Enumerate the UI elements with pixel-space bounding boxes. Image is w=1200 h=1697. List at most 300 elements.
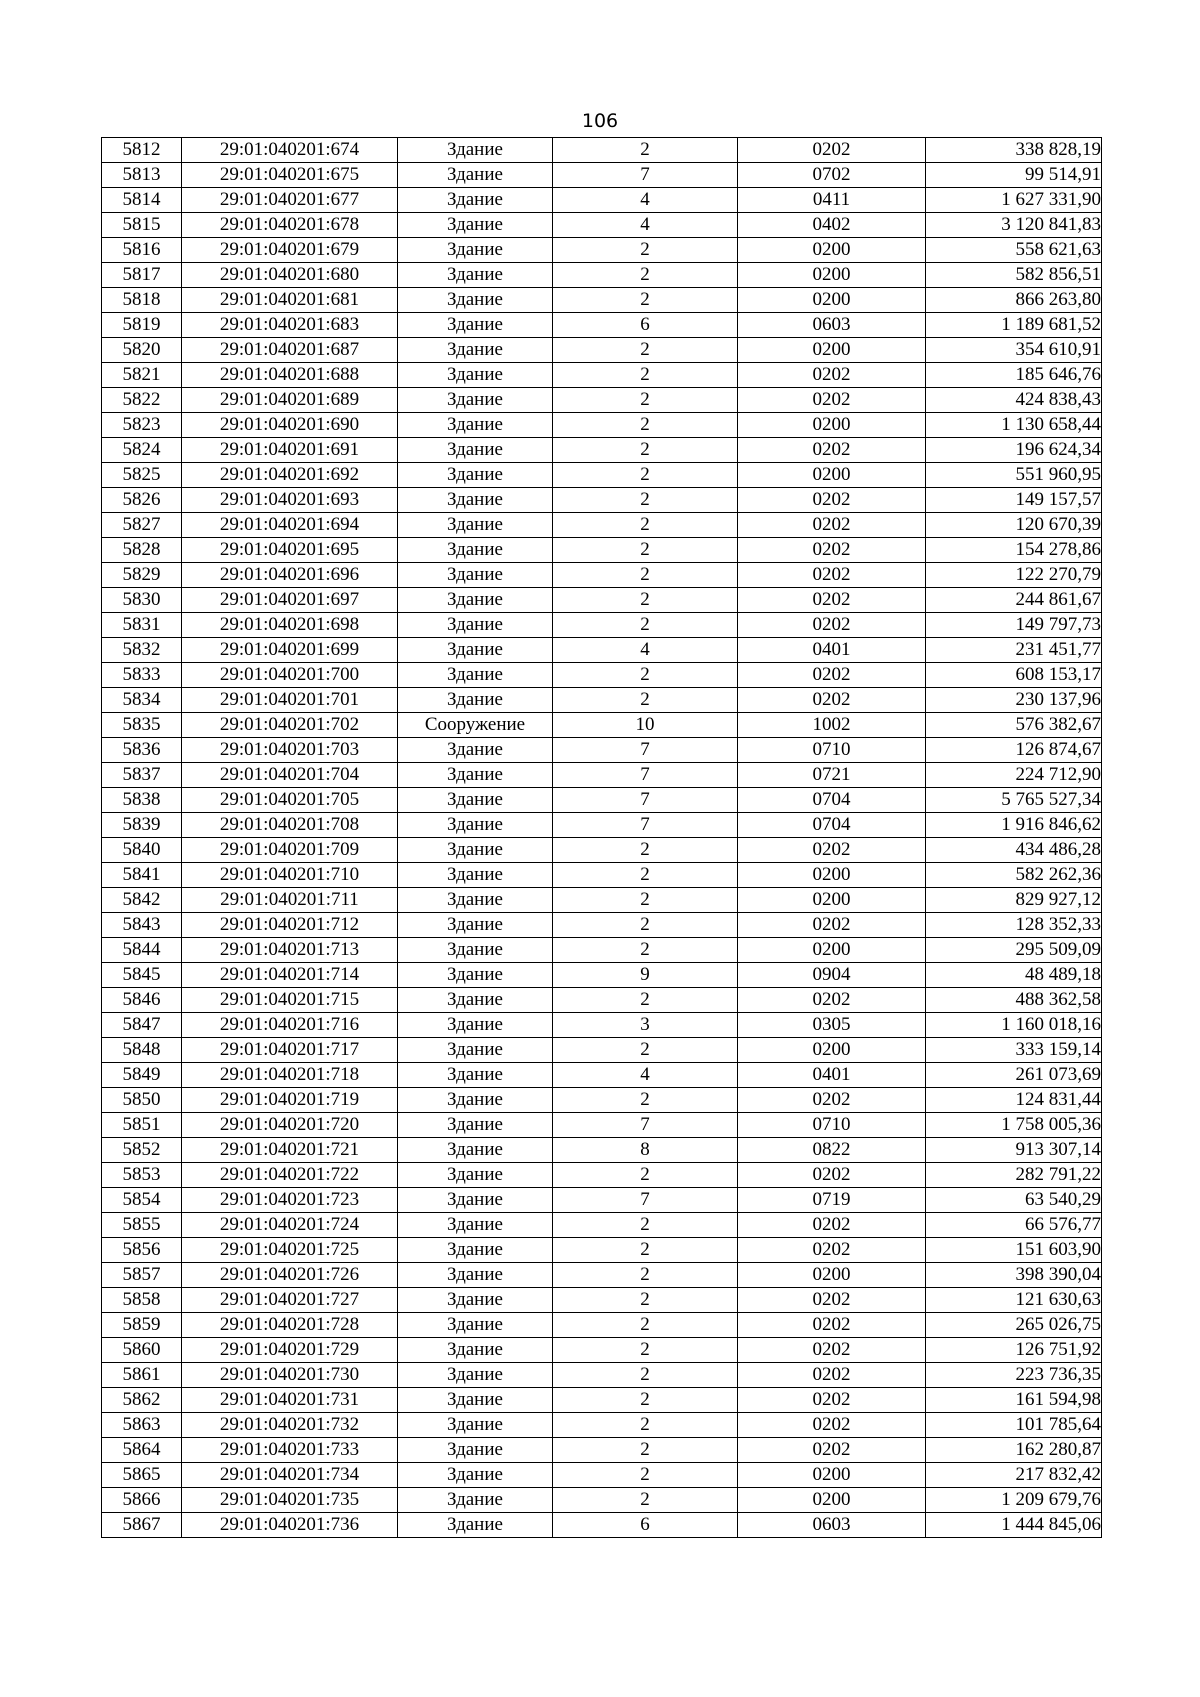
object-type-cell: Здание: [398, 1088, 553, 1113]
cadastral-value-cell: 582 262,36: [926, 863, 1102, 888]
table-row: [102, 1313, 1102, 1338]
group-cell: 2: [553, 363, 738, 388]
row-number-cell: 5860: [102, 1338, 182, 1363]
table-row: [102, 1438, 1102, 1463]
code-cell: 0200: [738, 888, 926, 913]
table-row: [102, 1213, 1102, 1238]
group-cell: 2: [553, 1438, 738, 1463]
cadastral-number-cell: 29:01:040201:704: [182, 763, 398, 788]
cadastral-value-cell: 154 278,86: [926, 538, 1102, 563]
cadastral-number-cell: 29:01:040201:712: [182, 913, 398, 938]
row-number-cell: 5846: [102, 988, 182, 1013]
cadastral-value-cell: 434 486,28: [926, 838, 1102, 863]
group-cell: 2: [553, 538, 738, 563]
cadastral-value-cell: 424 838,43: [926, 388, 1102, 413]
table-row: [102, 438, 1102, 463]
code-cell: 0202: [738, 138, 926, 163]
group-cell: 2: [553, 1238, 738, 1263]
table-row: [102, 1338, 1102, 1363]
row-number-cell: 5828: [102, 538, 182, 563]
table-row: [102, 988, 1102, 1013]
code-cell: 0904: [738, 963, 926, 988]
cadastral-value-cell: 1 627 331,90: [926, 188, 1102, 213]
table-row: [102, 1188, 1102, 1213]
row-number-cell: 5834: [102, 688, 182, 713]
object-type-cell: Здание: [398, 288, 553, 313]
cadastral-value-cell: 398 390,04: [926, 1263, 1102, 1288]
table-row: [102, 488, 1102, 513]
table-row: [102, 263, 1102, 288]
row-number-cell: 5858: [102, 1288, 182, 1313]
cadastral-number-cell: 29:01:040201:710: [182, 863, 398, 888]
group-cell: 2: [553, 1313, 738, 1338]
cadastral-value-cell: 230 137,96: [926, 688, 1102, 713]
table-row: [102, 1388, 1102, 1413]
row-number-cell: 5817: [102, 263, 182, 288]
table-row: [102, 1113, 1102, 1138]
code-cell: 0710: [738, 738, 926, 763]
object-type-cell: Здание: [398, 538, 553, 563]
table-row: [102, 1063, 1102, 1088]
row-number-cell: 5815: [102, 213, 182, 238]
row-number-cell: 5833: [102, 663, 182, 688]
object-type-cell: Здание: [398, 613, 553, 638]
code-cell: 0200: [738, 413, 926, 438]
cadastral-number-cell: 29:01:040201:693: [182, 488, 398, 513]
table-row: [102, 838, 1102, 863]
group-cell: 9: [553, 963, 738, 988]
code-cell: 0702: [738, 163, 926, 188]
cadastral-number-cell: 29:01:040201:713: [182, 938, 398, 963]
table-row: [102, 813, 1102, 838]
group-cell: 2: [553, 438, 738, 463]
code-cell: 0202: [738, 1163, 926, 1188]
group-cell: 2: [553, 1038, 738, 1063]
table-row: [102, 163, 1102, 188]
code-cell: 0603: [738, 313, 926, 338]
cadastral-value-cell: 488 362,58: [926, 988, 1102, 1013]
cadastral-number-cell: 29:01:040201:736: [182, 1513, 398, 1538]
table-row: [102, 238, 1102, 263]
table-row: [102, 1513, 1102, 1538]
row-number-cell: 5847: [102, 1013, 182, 1038]
cadastral-number-cell: 29:01:040201:698: [182, 613, 398, 638]
row-number-cell: 5852: [102, 1138, 182, 1163]
cadastral-number-cell: 29:01:040201:724: [182, 1213, 398, 1238]
table-row: [102, 788, 1102, 813]
cadastral-number-cell: 29:01:040201:688: [182, 363, 398, 388]
object-type-cell: Здание: [398, 1163, 553, 1188]
table-row: [102, 538, 1102, 563]
object-type-cell: Здание: [398, 513, 553, 538]
cadastral-value-cell: 261 073,69: [926, 1063, 1102, 1088]
table-row: [102, 913, 1102, 938]
cadastral-value-cell: 5 765 527,34: [926, 788, 1102, 813]
table-row: [102, 938, 1102, 963]
code-cell: 0200: [738, 1038, 926, 1063]
table-row: [102, 738, 1102, 763]
table-row: [102, 713, 1102, 738]
object-type-cell: Здание: [398, 313, 553, 338]
cadastral-number-cell: 29:01:040201:718: [182, 1063, 398, 1088]
code-cell: 0401: [738, 638, 926, 663]
group-cell: 2: [553, 1213, 738, 1238]
row-number-cell: 5842: [102, 888, 182, 913]
cadastral-number-cell: 29:01:040201:689: [182, 388, 398, 413]
table-row: [102, 1038, 1102, 1063]
table-row: [102, 663, 1102, 688]
row-number-cell: 5826: [102, 488, 182, 513]
row-number-cell: 5829: [102, 563, 182, 588]
table-row: [102, 288, 1102, 313]
object-type-cell: Здание: [398, 338, 553, 363]
group-cell: 2: [553, 1338, 738, 1363]
cadastral-value-cell: 295 509,09: [926, 938, 1102, 963]
row-number-cell: 5862: [102, 1388, 182, 1413]
row-number-cell: 5821: [102, 363, 182, 388]
table-row: [102, 138, 1102, 163]
object-type-cell: Здание: [398, 1388, 553, 1413]
group-cell: 2: [553, 838, 738, 863]
cadastral-value-cell: 121 630,63: [926, 1288, 1102, 1313]
group-cell: 2: [553, 138, 738, 163]
group-cell: 2: [553, 288, 738, 313]
object-type-cell: Здание: [398, 1138, 553, 1163]
cadastral-number-cell: 29:01:040201:679: [182, 238, 398, 263]
object-type-cell: Здание: [398, 1463, 553, 1488]
group-cell: 2: [553, 1488, 738, 1513]
row-number-cell: 5841: [102, 863, 182, 888]
object-type-cell: Здание: [398, 1488, 553, 1513]
cadastral-value-cell: 224 712,90: [926, 763, 1102, 788]
cadastral-number-cell: 29:01:040201:708: [182, 813, 398, 838]
table-row: [102, 613, 1102, 638]
cadastral-value-cell: 161 594,98: [926, 1388, 1102, 1413]
group-cell: 2: [553, 1163, 738, 1188]
row-number-cell: 5813: [102, 163, 182, 188]
group-cell: 2: [553, 1263, 738, 1288]
table-row: [102, 1363, 1102, 1388]
row-number-cell: 5824: [102, 438, 182, 463]
cadastral-value-cell: 1 130 658,44: [926, 413, 1102, 438]
group-cell: 2: [553, 1288, 738, 1313]
cadastral-number-cell: 29:01:040201:677: [182, 188, 398, 213]
row-number-cell: 5831: [102, 613, 182, 638]
code-cell: 0202: [738, 1313, 926, 1338]
group-cell: 2: [553, 488, 738, 513]
cadastral-value-cell: 558 621,63: [926, 238, 1102, 263]
cadastral-number-cell: 29:01:040201:709: [182, 838, 398, 863]
cadastral-value-cell: 126 751,92: [926, 1338, 1102, 1363]
cadastral-value-cell: 66 576,77: [926, 1213, 1102, 1238]
cadastral-value-cell: 1 758 005,36: [926, 1113, 1102, 1138]
cadastral-value-cell: 185 646,76: [926, 363, 1102, 388]
row-number-cell: 5844: [102, 938, 182, 963]
cadastral-number-cell: 29:01:040201:696: [182, 563, 398, 588]
cadastral-value-cell: 244 861,67: [926, 588, 1102, 613]
code-cell: 0411: [738, 188, 926, 213]
code-cell: 0401: [738, 1063, 926, 1088]
row-number-cell: 5827: [102, 513, 182, 538]
group-cell: 2: [553, 938, 738, 963]
row-number-cell: 5845: [102, 963, 182, 988]
row-number-cell: 5853: [102, 1163, 182, 1188]
group-cell: 4: [553, 638, 738, 663]
cadastral-number-cell: 29:01:040201:697: [182, 588, 398, 613]
object-type-cell: Здание: [398, 1363, 553, 1388]
cadastral-number-cell: 29:01:040201:722: [182, 1163, 398, 1188]
cadastral-number-cell: 29:01:040201:720: [182, 1113, 398, 1138]
code-cell: 0202: [738, 663, 926, 688]
cadastral-value-cell: 101 785,64: [926, 1413, 1102, 1438]
object-type-cell: Здание: [398, 388, 553, 413]
cadastral-value-cell: 223 736,35: [926, 1363, 1102, 1388]
group-cell: 2: [553, 888, 738, 913]
object-type-cell: Здание: [398, 663, 553, 688]
table-row: [102, 1463, 1102, 1488]
cadastral-number-cell: 29:01:040201:678: [182, 213, 398, 238]
cadastral-value-cell: 149 157,57: [926, 488, 1102, 513]
group-cell: 2: [553, 388, 738, 413]
table-row: [102, 1263, 1102, 1288]
cadastral-value-cell: 63 540,29: [926, 1188, 1102, 1213]
cadastral-number-cell: 29:01:040201:692: [182, 463, 398, 488]
object-type-cell: Здание: [398, 1038, 553, 1063]
code-cell: 0202: [738, 913, 926, 938]
object-type-cell: Здание: [398, 913, 553, 938]
row-number-cell: 5849: [102, 1063, 182, 1088]
group-cell: 2: [553, 988, 738, 1013]
object-type-cell: Здание: [398, 188, 553, 213]
object-type-cell: Здание: [398, 263, 553, 288]
group-cell: 7: [553, 163, 738, 188]
cadastral-value-cell: 608 153,17: [926, 663, 1102, 688]
cadastral-number-cell: 29:01:040201:705: [182, 788, 398, 813]
group-cell: 4: [553, 1063, 738, 1088]
code-cell: 0202: [738, 1413, 926, 1438]
cadastral-number-cell: 29:01:040201:715: [182, 988, 398, 1013]
group-cell: 2: [553, 563, 738, 588]
code-cell: 0202: [738, 1363, 926, 1388]
table-row: [102, 563, 1102, 588]
group-cell: 2: [553, 663, 738, 688]
code-cell: 0200: [738, 263, 926, 288]
cadastral-value-cell: 126 874,67: [926, 738, 1102, 763]
cadastral-value-cell: 231 451,77: [926, 638, 1102, 663]
table-row: [102, 1413, 1102, 1438]
code-cell: 0200: [738, 1463, 926, 1488]
code-cell: 0202: [738, 563, 926, 588]
code-cell: 0202: [738, 1338, 926, 1363]
code-cell: 0200: [738, 863, 926, 888]
cadastral-number-cell: 29:01:040201:687: [182, 338, 398, 363]
cadastral-number-cell: 29:01:040201:721: [182, 1138, 398, 1163]
table-row: [102, 1138, 1102, 1163]
cadastral-number-cell: 29:01:040201:681: [182, 288, 398, 313]
row-number-cell: 5819: [102, 313, 182, 338]
cadastral-number-cell: 29:01:040201:691: [182, 438, 398, 463]
code-cell: 0202: [738, 1238, 926, 1263]
code-cell: 0202: [738, 1213, 926, 1238]
group-cell: 6: [553, 313, 738, 338]
table-row: [102, 863, 1102, 888]
cadastral-value-cell: 551 960,95: [926, 463, 1102, 488]
row-number-cell: 5820: [102, 338, 182, 363]
object-type-cell: Здание: [398, 638, 553, 663]
cadastral-number-cell: 29:01:040201:735: [182, 1488, 398, 1513]
object-type-cell: Здание: [398, 688, 553, 713]
object-type-cell: Здание: [398, 1263, 553, 1288]
object-type-cell: Здание: [398, 1288, 553, 1313]
row-number-cell: 5864: [102, 1438, 182, 1463]
cadastral-number-cell: 29:01:040201:680: [182, 263, 398, 288]
cadastral-value-cell: 120 670,39: [926, 513, 1102, 538]
object-type-cell: Здание: [398, 413, 553, 438]
group-cell: 2: [553, 238, 738, 263]
table-row: [102, 363, 1102, 388]
cadastral-number-cell: 29:01:040201:734: [182, 1463, 398, 1488]
cadastral-value-cell: 913 307,14: [926, 1138, 1102, 1163]
row-number-cell: 5836: [102, 738, 182, 763]
row-number-cell: 5816: [102, 238, 182, 263]
code-cell: 0202: [738, 363, 926, 388]
cadastral-value-cell: 1 160 018,16: [926, 1013, 1102, 1038]
row-number-cell: 5832: [102, 638, 182, 663]
code-cell: 0822: [738, 1138, 926, 1163]
cadastral-value-cell: 217 832,42: [926, 1463, 1102, 1488]
group-cell: 7: [553, 813, 738, 838]
table-row: [102, 1288, 1102, 1313]
cadastral-number-cell: 29:01:040201:711: [182, 888, 398, 913]
code-cell: 0202: [738, 1388, 926, 1413]
group-cell: 7: [553, 738, 738, 763]
cadastral-value-cell: 1 444 845,06: [926, 1513, 1102, 1538]
object-type-cell: Здание: [398, 863, 553, 888]
group-cell: 2: [553, 613, 738, 638]
code-cell: 0202: [738, 838, 926, 863]
row-number-cell: 5850: [102, 1088, 182, 1113]
code-cell: 0200: [738, 1488, 926, 1513]
code-cell: 0200: [738, 288, 926, 313]
cadastral-value-cell: 122 270,79: [926, 563, 1102, 588]
row-number-cell: 5818: [102, 288, 182, 313]
table-row: [102, 1013, 1102, 1038]
code-cell: 0202: [738, 488, 926, 513]
table-row: [102, 313, 1102, 338]
object-type-cell: Здание: [398, 963, 553, 988]
cadastral-value-cell: 829 927,12: [926, 888, 1102, 913]
group-cell: 4: [553, 188, 738, 213]
table-row: [102, 188, 1102, 213]
cadastral-value-cell: 151 603,90: [926, 1238, 1102, 1263]
code-cell: 0202: [738, 688, 926, 713]
row-number-cell: 5835: [102, 713, 182, 738]
group-cell: 2: [553, 338, 738, 363]
row-number-cell: 5838: [102, 788, 182, 813]
code-cell: 0200: [738, 938, 926, 963]
table-row: [102, 513, 1102, 538]
cadastral-value-cell: 265 026,75: [926, 1313, 1102, 1338]
cadastral-number-cell: 29:01:040201:699: [182, 638, 398, 663]
row-number-cell: 5837: [102, 763, 182, 788]
code-cell: 1002: [738, 713, 926, 738]
cadastral-value-cell: 338 828,19: [926, 138, 1102, 163]
table-row: [102, 688, 1102, 713]
code-cell: 0202: [738, 613, 926, 638]
group-cell: 2: [553, 513, 738, 538]
cadastral-number-cell: 29:01:040201:723: [182, 1188, 398, 1213]
object-type-cell: Здание: [398, 463, 553, 488]
object-type-cell: Здание: [398, 1013, 553, 1038]
cadastral-number-cell: 29:01:040201:695: [182, 538, 398, 563]
object-type-cell: Здание: [398, 1213, 553, 1238]
cadastral-value-cell: 1 209 679,76: [926, 1488, 1102, 1513]
cadastral-number-cell: 29:01:040201:716: [182, 1013, 398, 1038]
object-type-cell: Здание: [398, 988, 553, 1013]
group-cell: 6: [553, 1513, 738, 1538]
object-type-cell: Здание: [398, 1113, 553, 1138]
group-cell: 2: [553, 463, 738, 488]
row-number-cell: 5840: [102, 838, 182, 863]
object-type-cell: Здание: [398, 213, 553, 238]
code-cell: 0202: [738, 588, 926, 613]
code-cell: 0603: [738, 1513, 926, 1538]
table-row: [102, 588, 1102, 613]
row-number-cell: 5851: [102, 1113, 182, 1138]
table-row: [102, 463, 1102, 488]
group-cell: 7: [553, 1188, 738, 1213]
code-cell: 0200: [738, 463, 926, 488]
code-cell: 0202: [738, 388, 926, 413]
object-type-cell: Здание: [398, 788, 553, 813]
cadastral-value-cell: 282 791,22: [926, 1163, 1102, 1188]
object-type-cell: Здание: [398, 838, 553, 863]
group-cell: 8: [553, 1138, 738, 1163]
object-type-cell: Здание: [398, 938, 553, 963]
table-row: [102, 213, 1102, 238]
group-cell: 2: [553, 1363, 738, 1388]
cadastral-number-cell: 29:01:040201:719: [182, 1088, 398, 1113]
code-cell: 0704: [738, 813, 926, 838]
cadastral-number-cell: 29:01:040201:717: [182, 1038, 398, 1063]
table-row: [102, 1088, 1102, 1113]
group-cell: 2: [553, 413, 738, 438]
cadastral-value-cell: 1 189 681,52: [926, 313, 1102, 338]
group-cell: 2: [553, 1413, 738, 1438]
cadastral-number-cell: 29:01:040201:733: [182, 1438, 398, 1463]
cadastral-number-cell: 29:01:040201:727: [182, 1288, 398, 1313]
row-number-cell: 5856: [102, 1238, 182, 1263]
code-cell: 0200: [738, 238, 926, 263]
code-cell: 0202: [738, 1438, 926, 1463]
table-row: [102, 963, 1102, 988]
code-cell: 0305: [738, 1013, 926, 1038]
object-type-cell: Здание: [398, 563, 553, 588]
cadastral-number-cell: 29:01:040201:700: [182, 663, 398, 688]
code-cell: 0721: [738, 763, 926, 788]
object-type-cell: Здание: [398, 1513, 553, 1538]
object-type-cell: Здание: [398, 1188, 553, 1213]
object-type-cell: Здание: [398, 1338, 553, 1363]
object-type-cell: Сооружение: [398, 713, 553, 738]
object-type-cell: Здание: [398, 163, 553, 188]
row-number-cell: 5863: [102, 1413, 182, 1438]
table-row: [102, 638, 1102, 663]
cadastral-number-cell: 29:01:040201:729: [182, 1338, 398, 1363]
cadastral-value-cell: 866 263,80: [926, 288, 1102, 313]
object-type-cell: Здание: [398, 1413, 553, 1438]
row-number-cell: 5861: [102, 1363, 182, 1388]
